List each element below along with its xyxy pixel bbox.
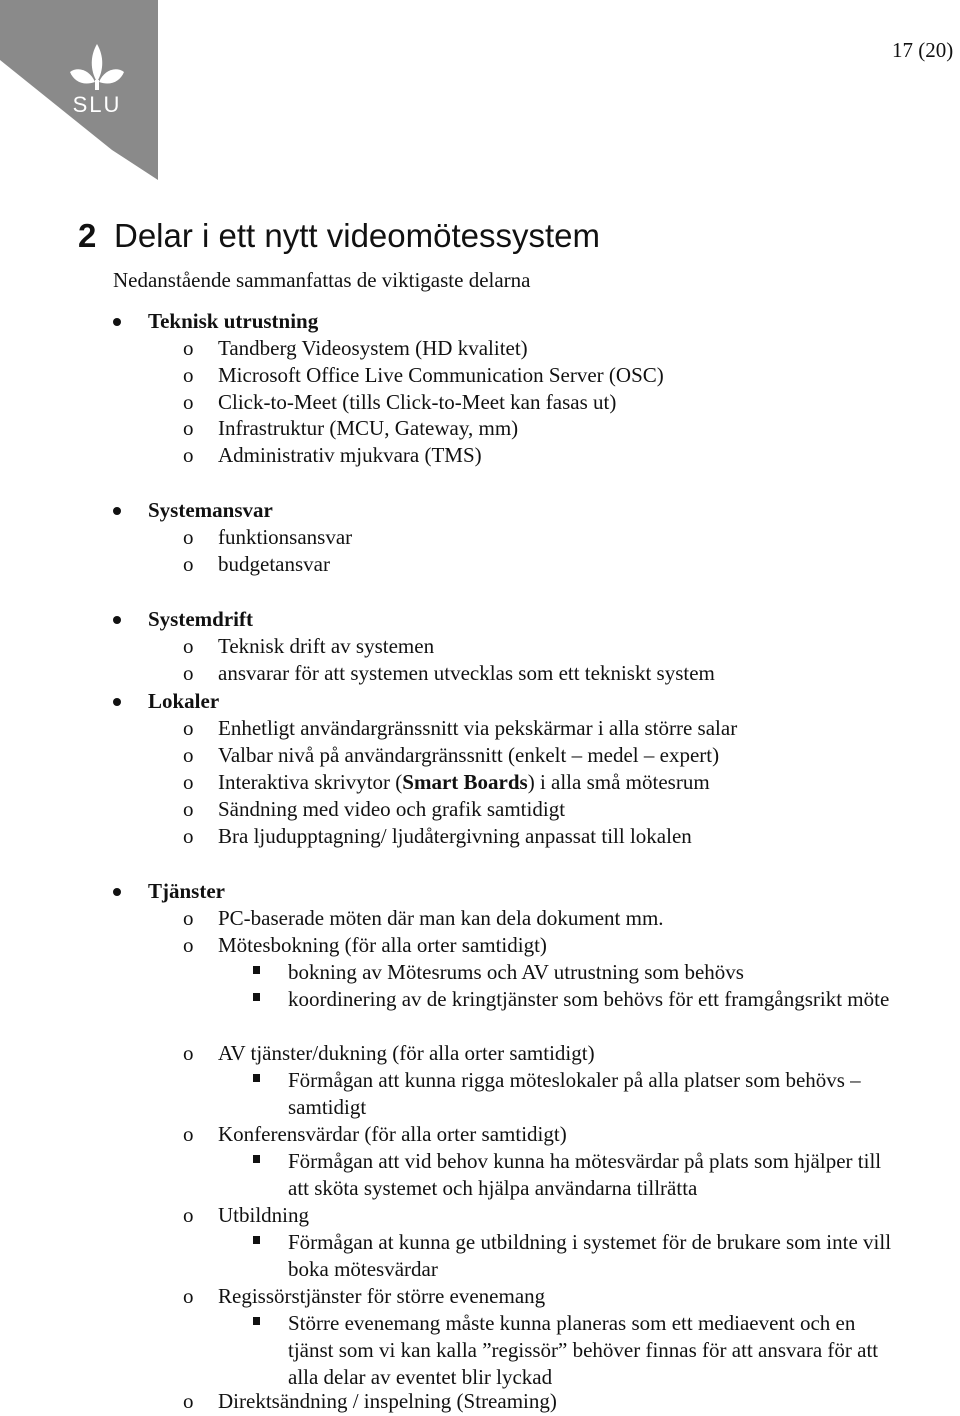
list-item: Infrastruktur (MCU, Gateway, mm): [218, 416, 519, 440]
square-bullet: [253, 1155, 260, 1163]
sub-item: Förmågan att vid behov kunna ha mötesvärdar på plats som hjälper till: [288, 1149, 882, 1173]
list-item: AV tjänster/dukning (för alla orter samtidigt): [218, 1041, 595, 1065]
list-marker: o: [183, 525, 194, 549]
list-marker: o: [183, 1122, 194, 1146]
list-item: Bra ljudupptagning/ ljudåtergivning anpassat till lokalen: [218, 824, 692, 848]
square-bullet: [253, 1074, 260, 1082]
list-item: Direktsändning / inspelning (Streaming): [218, 1389, 557, 1413]
list-marker: o: [183, 634, 194, 658]
list-item: Mötesbokning (för alla orter samtidigt): [218, 933, 547, 957]
slu-logo: [0, 0, 158, 180]
list-marker: o: [183, 552, 194, 576]
bullet: [113, 616, 121, 624]
square-bullet: [253, 966, 260, 974]
list-item: Tandberg Videosystem (HD kvalitet): [218, 336, 528, 360]
list-item: Utbildning: [218, 1203, 310, 1227]
list-marker: o: [183, 824, 194, 848]
square-bullet: [253, 1317, 260, 1325]
list-item: budgetansvar: [218, 552, 330, 576]
sub-item-cont: att sköta systemet och hjälpa användarna tillrätta: [288, 1176, 698, 1200]
smart-before: Interaktiva skrivytor (: [218, 770, 403, 794]
list-marker: o: [183, 1284, 194, 1308]
sub-item-cont: boka mötesvärdar: [288, 1257, 438, 1281]
sub-item: Förmågan att kunna rigga möteslokaler på alla platser som behövs –: [288, 1068, 861, 1092]
smart-bold: Smart Boards: [402, 770, 528, 794]
section-title-tjanster: Tjänster: [148, 879, 225, 903]
sub-item: Större evenemang måste kunna planeras som ett mediaevent och en: [288, 1311, 856, 1335]
sub-item: Förmågan at kunna ge utbildning i systemet för de brukare som inte vill: [288, 1230, 892, 1254]
list-marker: o: [183, 416, 194, 440]
intro-text: Nedanstående sammanfattas de viktigaste delarna: [113, 268, 531, 292]
heading-title: Delar i ett nytt videomötessystem: [114, 217, 601, 254]
list-item: Teknisk drift av systemen: [218, 634, 435, 658]
list-marker: o: [183, 906, 194, 930]
list-marker: o: [183, 661, 194, 685]
square-bullet: [253, 993, 260, 1001]
bullet: [113, 698, 121, 706]
list-marker: o: [183, 770, 194, 794]
section-title-systemdrift: Systemdrift: [148, 607, 253, 631]
sub-item-cont: alla delar av eventet blir lyckad: [288, 1365, 553, 1389]
list-marker: o: [183, 443, 194, 467]
list-marker: o: [183, 390, 194, 414]
square-bullet: [253, 1236, 260, 1244]
list-marker: o: [183, 1041, 194, 1065]
list-item: funktionsansvar: [218, 525, 353, 549]
smart-after: ) i alla små mötesrum: [527, 770, 710, 794]
section-heading: [78, 217, 600, 255]
list-marker: o: [183, 1389, 194, 1413]
list-item: Enhetligt användargränssnitt via pekskärmar i alla större salar: [218, 716, 738, 740]
list-item: Valbar nivå på användargränssnitt (enkelt – medel – expert): [218, 743, 720, 767]
list-marker: o: [183, 933, 194, 957]
bullet: [113, 318, 121, 326]
bullet: [113, 507, 121, 515]
list-item: Sändning med video och grafik samtidigt: [218, 797, 566, 821]
bullet: [113, 888, 121, 896]
sub-item-cont: samtidigt: [288, 1095, 367, 1119]
list-item: ansvarar för att systemen utvecklas som ett tekniskt system: [218, 661, 715, 685]
section-title-systemansvar: Systemansvar: [148, 498, 273, 522]
list-marker: o: [183, 797, 194, 821]
sub-item: koordinering av de kringtjänster som behövs för ett framgångsrikt möte: [288, 987, 890, 1011]
section-title-teknisk-utrustning: Teknisk utrustning: [148, 309, 319, 333]
list-item: Konferensvärdar (för alla orter samtidigt): [218, 1122, 567, 1146]
sub-item-cont: tjänst som vi kan kalla ”regissör” behöver finnas för att ansvara för att: [288, 1338, 879, 1362]
list-marker: o: [183, 363, 194, 387]
heading-number: 2: [78, 217, 97, 254]
list-item: PC-baserade möten där man kan dela dokument mm.: [218, 906, 664, 930]
list-item: Administrativ mjukvara (TMS): [218, 443, 482, 467]
section-title-lokaler: Lokaler: [148, 689, 220, 713]
list-marker: o: [183, 336, 194, 360]
list-item: [218, 769, 710, 796]
list-marker: o: [183, 716, 194, 740]
list-item: Click-to-Meet (tills Click-to-Meet kan fasas ut): [218, 390, 617, 414]
list-marker: o: [183, 743, 194, 767]
sub-item: bokning av Mötesrums och AV utrustning som behövs: [288, 960, 744, 984]
page-number: 17 (20): [892, 38, 954, 62]
list-item: Regissörstjänster för större evenemang: [218, 1284, 546, 1308]
logo-text: SLU: [72, 92, 122, 117]
list-item: Microsoft Office Live Communication Server (OSC): [218, 363, 664, 387]
list-marker: o: [183, 1203, 194, 1227]
